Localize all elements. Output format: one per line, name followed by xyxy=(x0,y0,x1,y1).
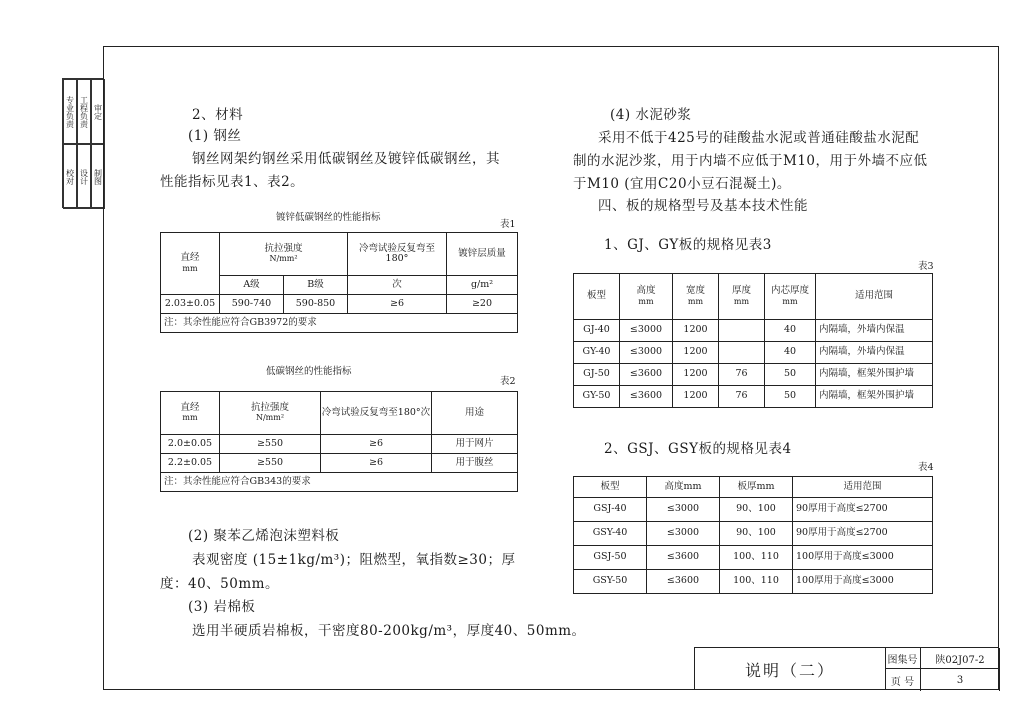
table-header: 适用范围 xyxy=(816,274,933,320)
table-header: 镀锌层质量 xyxy=(447,233,518,276)
table-cell: GSJ-40 xyxy=(574,498,647,522)
table-cell: GSY-50 xyxy=(574,570,647,594)
table-cell: ≤3600 xyxy=(647,570,720,594)
table1-caption: 镀锌低碳钢丝的性能指标 xyxy=(276,212,381,223)
table-cell: ≤3600 xyxy=(620,386,673,408)
heading-section-4: 四、板的规格型号及基本技术性能 xyxy=(598,198,808,214)
table2-label: 表2 xyxy=(500,376,516,387)
paragraph-eps: 度：40、50mm。 xyxy=(160,576,279,592)
table-cell: GJ-50 xyxy=(574,364,620,386)
table-galvanized-wire xyxy=(160,232,518,333)
table-header: 内芯厚度 mm xyxy=(765,274,816,320)
table-cell: 90厚用于高度≤2700 xyxy=(793,522,933,546)
table1-label: 表1 xyxy=(500,219,516,230)
table-header: 抗拉强度 N/mm² xyxy=(220,392,321,435)
table-header: 板型 xyxy=(574,477,647,498)
table-cell: 90、100 xyxy=(720,522,793,546)
stamp-cell: 设计 xyxy=(77,144,91,209)
table-cell: 1200 xyxy=(673,320,719,342)
table-header: 抗拉强度 N/mm² xyxy=(220,233,348,276)
title-block xyxy=(694,647,999,690)
table-cell: ≥6 xyxy=(321,454,432,473)
heading-materials: 2、材料 xyxy=(192,107,244,123)
table-header: 冷弯试验反复弯至180° xyxy=(348,233,447,276)
table-cell: ≤3600 xyxy=(647,546,720,570)
heading-steel-wire: (1) 钢丝 xyxy=(188,128,242,144)
table-cell: ≤3000 xyxy=(647,498,720,522)
heading-table3-ref: 1、GJ、GY板的规格见表3 xyxy=(604,237,772,253)
table-cell: 90、100 xyxy=(720,498,793,522)
table-cell: GY-50 xyxy=(574,386,620,408)
paragraph-steel: 钢丝网架约钢丝采用低碳钢丝及镀锌低碳钢丝，其 xyxy=(192,151,500,167)
table-cell: 40 xyxy=(765,342,816,364)
table-cell: GJ-40 xyxy=(574,320,620,342)
stamp-cell: 制图 xyxy=(91,144,105,209)
table-header: 高度 mm xyxy=(620,274,673,320)
table-header: 用途 xyxy=(432,392,518,435)
stamp-cell: 专业负责 xyxy=(63,79,77,144)
table-cell: 76 xyxy=(719,364,765,386)
table-cell: 2.03±0.05 xyxy=(161,295,220,314)
table-cell: 50 xyxy=(765,386,816,408)
table-cell: ≤3000 xyxy=(620,342,673,364)
table-cell: ≤3000 xyxy=(620,320,673,342)
stamp-cell: 审定 xyxy=(91,79,105,144)
heading-table4-ref: 2、GSJ、GSY板的规格见表4 xyxy=(604,441,792,457)
heading-rock-wool: (3) 岩棉板 xyxy=(188,599,256,615)
table-cell: 用于腹丝 xyxy=(432,454,518,473)
table-cell: 1200 xyxy=(673,386,719,408)
table-cell: ≥6 xyxy=(348,295,447,314)
table-cell: 50 xyxy=(765,364,816,386)
stamp-cell: 校对 xyxy=(63,144,77,209)
table-gj-gy-panels xyxy=(573,273,933,408)
table-cell: 76 xyxy=(719,386,765,408)
table-cell: ≤3600 xyxy=(620,364,673,386)
table-header: 直经 mm xyxy=(161,233,220,295)
atlas-number-label: 图集号 xyxy=(885,648,921,669)
table-header: B级 xyxy=(284,276,348,295)
table-cell: ≥6 xyxy=(321,435,432,454)
table-cell: ≥550 xyxy=(220,435,321,454)
table-header: g/m² xyxy=(447,276,518,295)
sheet-title: 说明（二） xyxy=(695,648,886,690)
table-cell: ≥20 xyxy=(447,295,518,314)
page-number: 3 xyxy=(921,669,1000,691)
paragraph-steel: 性能指标见表1、表2。 xyxy=(160,174,305,190)
table-cell xyxy=(719,342,765,364)
table-cell: GY-40 xyxy=(574,342,620,364)
table-low-carbon-wire xyxy=(160,391,518,492)
table-cell: 90厚用于高度≤2700 xyxy=(793,498,933,522)
table2-caption: 低碳钢丝的性能指标 xyxy=(266,366,352,377)
table-cell: 内隔墙，外墙内保温 xyxy=(816,342,933,364)
table3-label: 表3 xyxy=(918,261,934,272)
paragraph-eps: 表观密度 (15±1kg/m³)；阻燃型，氧指数≥30；厚 xyxy=(192,552,516,568)
table-header: 适用范围 xyxy=(793,477,933,498)
table-cell: 100、110 xyxy=(720,570,793,594)
table-cell: 用于网片 xyxy=(432,435,518,454)
table-cell: 内隔墙，外墙内保温 xyxy=(816,320,933,342)
approval-stamp xyxy=(62,78,104,208)
table-cell: 内隔墙，框架外围护墙 xyxy=(816,386,933,408)
table-cell: 590-850 xyxy=(284,295,348,314)
table-header: 宽度 mm xyxy=(673,274,719,320)
table-gsj-gsy-panels xyxy=(573,476,933,594)
heading-mortar: (4) 水泥砂浆 xyxy=(610,107,692,123)
table-cell: 100厚用于高度≤3000 xyxy=(793,546,933,570)
table-cell: 1200 xyxy=(673,364,719,386)
heading-eps-board: (2) 聚苯乙烯泡沫塑料板 xyxy=(188,528,340,544)
table-note: 注：其余性能应符合GB343的要求 xyxy=(161,473,518,492)
table-cell: 2.2±0.05 xyxy=(161,454,220,473)
paragraph-mortar: 采用不低于425号的硅酸盐水泥或普通硅酸盐水泥配 xyxy=(598,130,920,146)
table-header: 板厚mm xyxy=(720,477,793,498)
table-header: 厚度 mm xyxy=(719,274,765,320)
table-cell: 1200 xyxy=(673,342,719,364)
paragraph-rock-wool: 选用半硬质岩棉板，干密度80-200kg/m³，厚度40、50mm。 xyxy=(192,623,586,639)
table-header: 冷弯试验反复弯至180°次 xyxy=(321,392,432,435)
table-header: A级 xyxy=(220,276,284,295)
table-cell xyxy=(719,320,765,342)
table-cell: GSY-40 xyxy=(574,522,647,546)
table-cell: 100厚用于高度≤3000 xyxy=(793,570,933,594)
table-cell: ≥550 xyxy=(220,454,321,473)
paragraph-mortar: 于M10 (宜用C20小豆石混凝土)。 xyxy=(573,176,791,192)
atlas-number: 陕02J07-2 xyxy=(921,648,1000,669)
table-cell: 2.0±0.05 xyxy=(161,435,220,454)
table-cell: GSJ-50 xyxy=(574,546,647,570)
table-cell: ≤3000 xyxy=(647,522,720,546)
page-number-label: 页 号 xyxy=(885,669,921,691)
table-header: 板型 xyxy=(574,274,620,320)
table-cell: 590-740 xyxy=(220,295,284,314)
table-cell: 内隔墙，框架外围护墙 xyxy=(816,364,933,386)
table-cell: 100、110 xyxy=(720,546,793,570)
stamp-cell: 工程负责 xyxy=(77,79,91,144)
table-note: 注：其余性能应符合GB3972的要求 xyxy=(161,314,518,333)
table-header: 次 xyxy=(348,276,447,295)
table-header: 直经 mm xyxy=(161,392,220,435)
table-cell: 40 xyxy=(765,320,816,342)
paragraph-mortar: 制的水泥沙浆，用于内墙不应低于M10，用于外墙不应低 xyxy=(573,153,928,169)
table4-label: 表4 xyxy=(918,462,934,473)
table-header: 高度mm xyxy=(647,477,720,498)
